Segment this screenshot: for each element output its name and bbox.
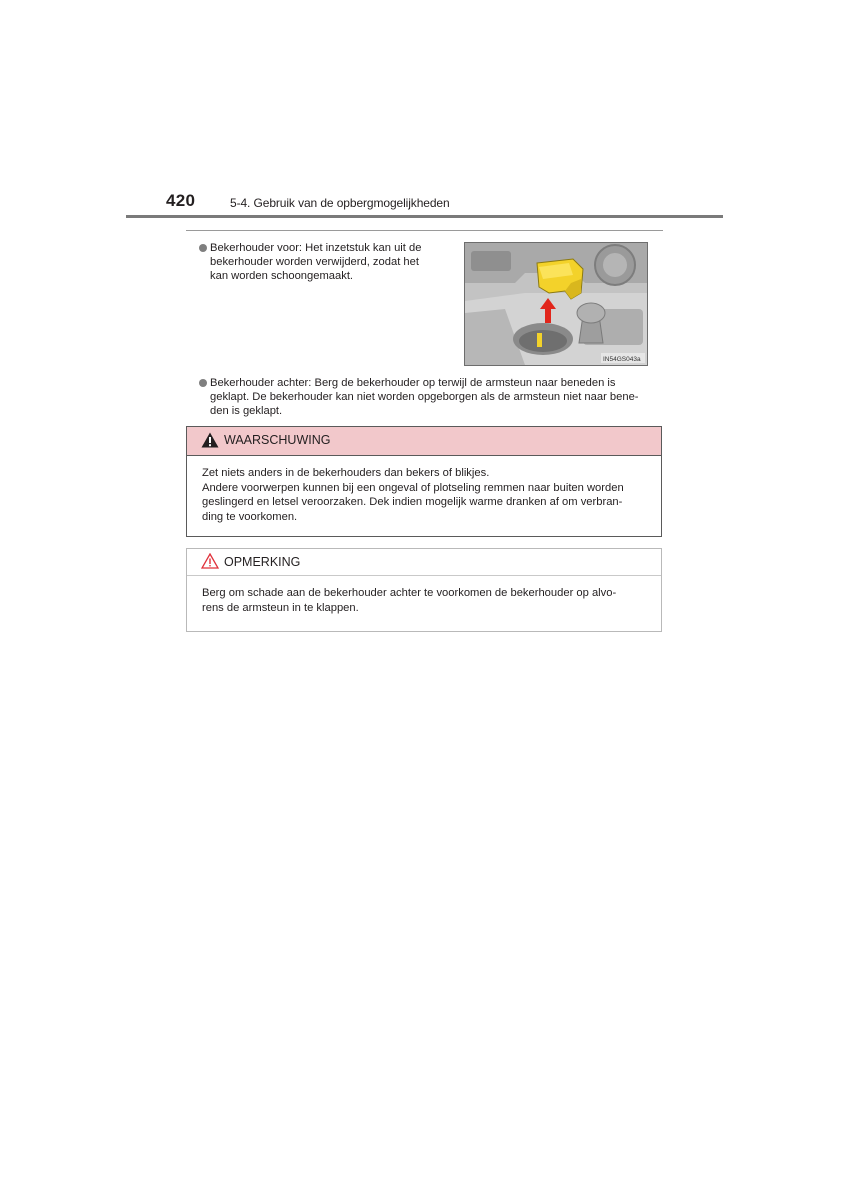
bullet-dot-icon bbox=[199, 379, 207, 387]
note-box bbox=[186, 548, 662, 632]
warning-title: WAARSCHUWING bbox=[224, 433, 331, 447]
bullet-line: geklapt. De bekerhouder kan niet worden opgeborgen als de armsteun niet naar bene- bbox=[210, 391, 639, 403]
warning-line: ding te voorkomen. bbox=[202, 510, 298, 523]
figure-code: IN54GS043a bbox=[603, 356, 641, 363]
warning-line: Andere voorwerpen kunnen bij een ongeval of plotseling remmen naar buiten worden bbox=[202, 481, 624, 494]
bullet-rear-cupholder bbox=[210, 376, 663, 418]
warning-text bbox=[202, 466, 654, 524]
warning-line: geslingerd en letsel veroorzaken. Dek indien mogelijk warme dranken af om verbran- bbox=[202, 496, 623, 508]
insert-tab bbox=[537, 333, 542, 347]
header-rule bbox=[126, 215, 723, 218]
note-title: OPMERKING bbox=[224, 555, 301, 569]
section-title: 5-4. Gebruik van de opbergmogelijkheden bbox=[230, 196, 450, 210]
sub-rule bbox=[186, 230, 663, 231]
note-text bbox=[202, 586, 654, 615]
bullet-line: Bekerhouder achter: Berg de bekerhouder op terwijl de armsteun naar beneden is bbox=[210, 377, 616, 389]
note-header bbox=[187, 549, 661, 576]
warning-line: Zet niets anders in de bekerhouders dan bekers of blikjes. bbox=[202, 467, 490, 479]
warning-box bbox=[186, 426, 662, 537]
bullet-dot-icon bbox=[199, 244, 207, 252]
bullet-line: den is geklapt. bbox=[210, 405, 283, 417]
note-line: Berg om schade aan de bekerhouder achter te voorkomen de bekerhouder op alvo- bbox=[202, 587, 617, 599]
bullet-line: Bekerhouder voor: Het inzetstuk kan uit de bbox=[210, 242, 422, 254]
page-number: 420 bbox=[166, 191, 196, 210]
note-line: rens de armsteun in te klappen. bbox=[202, 601, 359, 614]
caution-triangle-icon bbox=[201, 553, 219, 569]
bullet-line: bekerhouder worden verwijderd, zodat het bbox=[210, 256, 419, 268]
bullet-front-cupholder bbox=[210, 241, 453, 283]
cupholder-drawing bbox=[465, 243, 647, 365]
bullet-line: kan worden schoongemaakt. bbox=[210, 270, 354, 282]
warning-triangle-icon bbox=[201, 432, 219, 448]
cupholder-illustration bbox=[464, 242, 648, 366]
warning-header bbox=[187, 427, 661, 456]
